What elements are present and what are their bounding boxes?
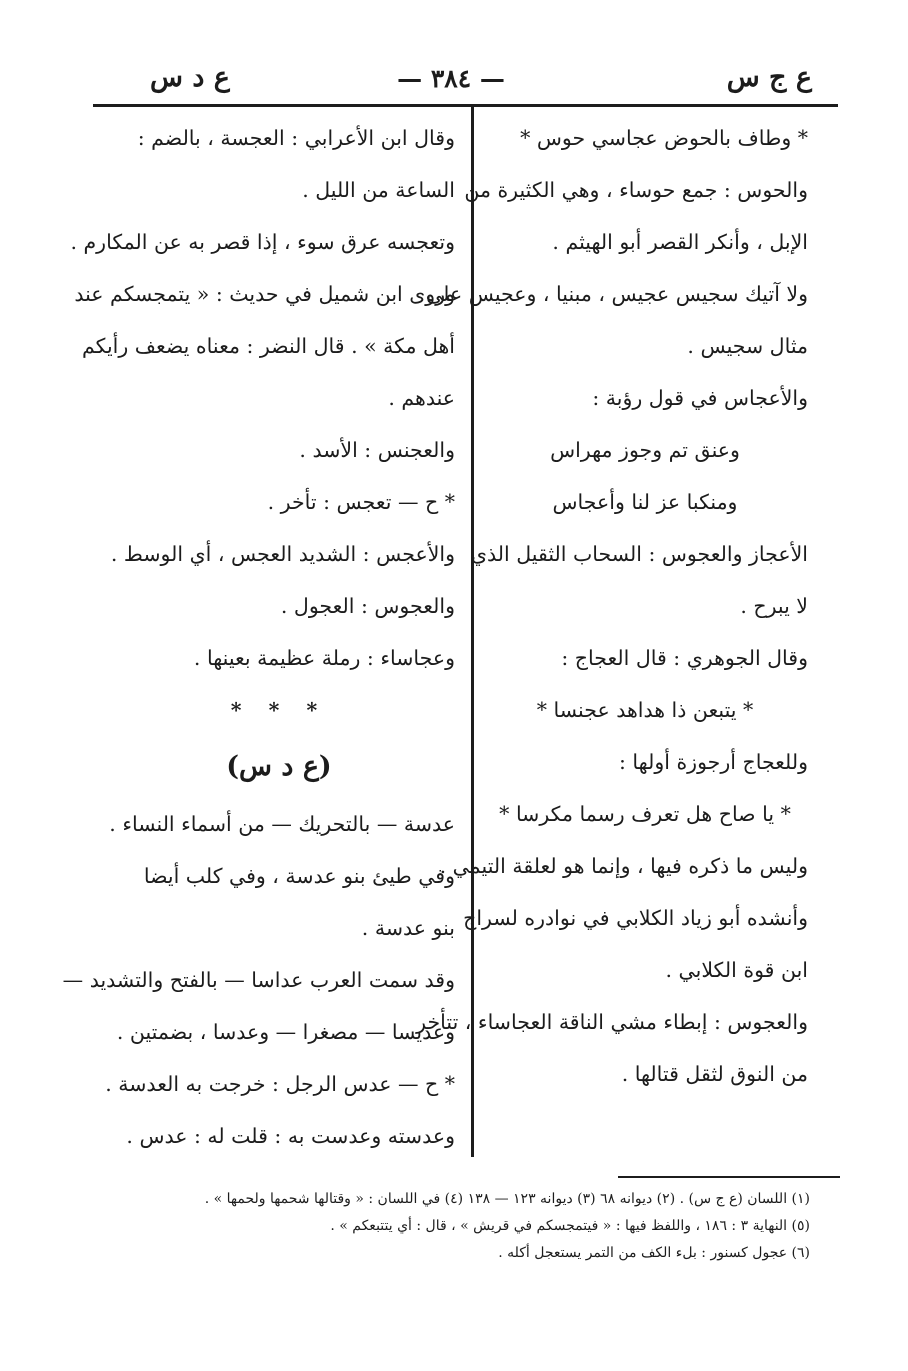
text-line: وللعجاج أرجوزة أولها : (618, 750, 808, 774)
text-line: والعجنس : الأسد . (299, 438, 455, 462)
footnote-line: (٥) النهاية ٣ : ١٨٦ ، واللفظ فيها : « فيتمجسكم في قريش » ، قال : أي يتتبعكم » . (330, 1218, 810, 1234)
text-line: والحوس : جمع حوساء ، وهي الكثيرة من (464, 178, 808, 202)
verse-line: * يا صاح هل تعرف رسما مكرسا * (499, 802, 791, 826)
text-line: وقال ابن الأعرابي : العجسة ، بالضم : (137, 126, 455, 150)
text-line: أهل مكة » . قال النضر : معناه يضعف رأيكم (82, 334, 455, 358)
footnotes (110, 1186, 810, 1267)
text-line: الساعة من الليل . (302, 178, 455, 202)
text-line: وليس ما ذكره فيها ، وإنما هو لعلقة التيمي . (439, 854, 808, 878)
footnote-line: (١) اللسان (ع ج س) . (٢) ديوانه ٦٨ (٣) ديوانه ١٢٣ — ١٣٨ (٤) في اللسان : « وقتالها شحمها ولحمها » . (204, 1191, 810, 1207)
text-line: والعجوس : العجول . (280, 594, 455, 618)
left-column (62, 112, 455, 1162)
text-line: وروى ابن شميل في حديث : « يتمجسكم عند (74, 282, 455, 306)
text-line: وعجاساء : رملة عظيمة بعينها . (193, 646, 455, 670)
text-line: من النوق لثقل قتالها . (621, 1062, 808, 1086)
section-separator-stars: * * * (230, 698, 328, 722)
text-line: والعجوس : إبطاء مشي الناقة العجاساء ، تتأخر (416, 1010, 808, 1034)
text-line: عدسة — بالتحريك — من أسماء النساء . (109, 812, 455, 836)
page-number: — ٣٨٤ — (397, 64, 505, 93)
text-line: والأعجس : الشديد العجس ، أي الوسط . (110, 542, 455, 566)
verse-line: ومنكبا عز لنا وأعجاس (552, 490, 738, 514)
text-line: وفي طيئ بنو عدسة ، وفي كلب أيضا (143, 864, 455, 888)
text-line: مثال سجيس . (687, 334, 808, 358)
section-heading: (ع د س) (226, 751, 332, 782)
text-line: عندهم . (388, 386, 455, 410)
verse-line: * يتبعن ذا هداهد عجنسا * (536, 698, 754, 722)
text-line: الأعجاز والعجوس : السحاب الثقيل الذي (470, 542, 808, 566)
header-rule (93, 104, 838, 107)
running-head-left: ع د س (150, 62, 230, 93)
text-line: وعدسته وعدست به : قلت له : عدس . (126, 1124, 455, 1148)
text-line: بنو عدسة . (361, 916, 455, 940)
text-line: * ح — تعجس : تأخر . (267, 490, 455, 514)
text-line: وأنشده أبو زياد الكلابي في نوادره لسراج (463, 906, 808, 930)
text-line: وقد سمت العرب عداسا — بالفتح والتشديد — (62, 968, 455, 992)
verse-line: وعنق تم وجوز مهراس (550, 438, 740, 462)
text-line: ولا آتيك سجيس عجيس ، مبنيا ، وعجيس على (426, 282, 808, 306)
text-line: لا يبرح . (740, 594, 808, 618)
footnote-rule (618, 1176, 840, 1178)
text-line: * وطاف بالحوض عجاسي حوس * (520, 126, 808, 150)
text-line: وقال الجوهري : قال العجاج : (561, 646, 808, 670)
text-line: * ح — عدس الرجل : خرجت به العدسة . (105, 1072, 455, 1096)
page-header (90, 62, 812, 102)
footnote-line: (٦) عجول كسنور : بلء الكف من التمر يستعجل أكله . (498, 1245, 810, 1261)
text-line: الإبل ، وأنكر القصر أبو الهيثم . (552, 230, 808, 254)
text-line: وتعجسه عرق سوء ، إذا قصر به عن المكارم . (70, 230, 455, 254)
running-head-right: ع ج س (726, 62, 812, 93)
text-line: وعديسا — مصغرا — وعدسا ، بضمتين . (116, 1020, 455, 1044)
text-line: ابن قوة الكلابي . (665, 958, 808, 982)
text-line: والأعجاس في قول رؤبة : (592, 386, 808, 410)
